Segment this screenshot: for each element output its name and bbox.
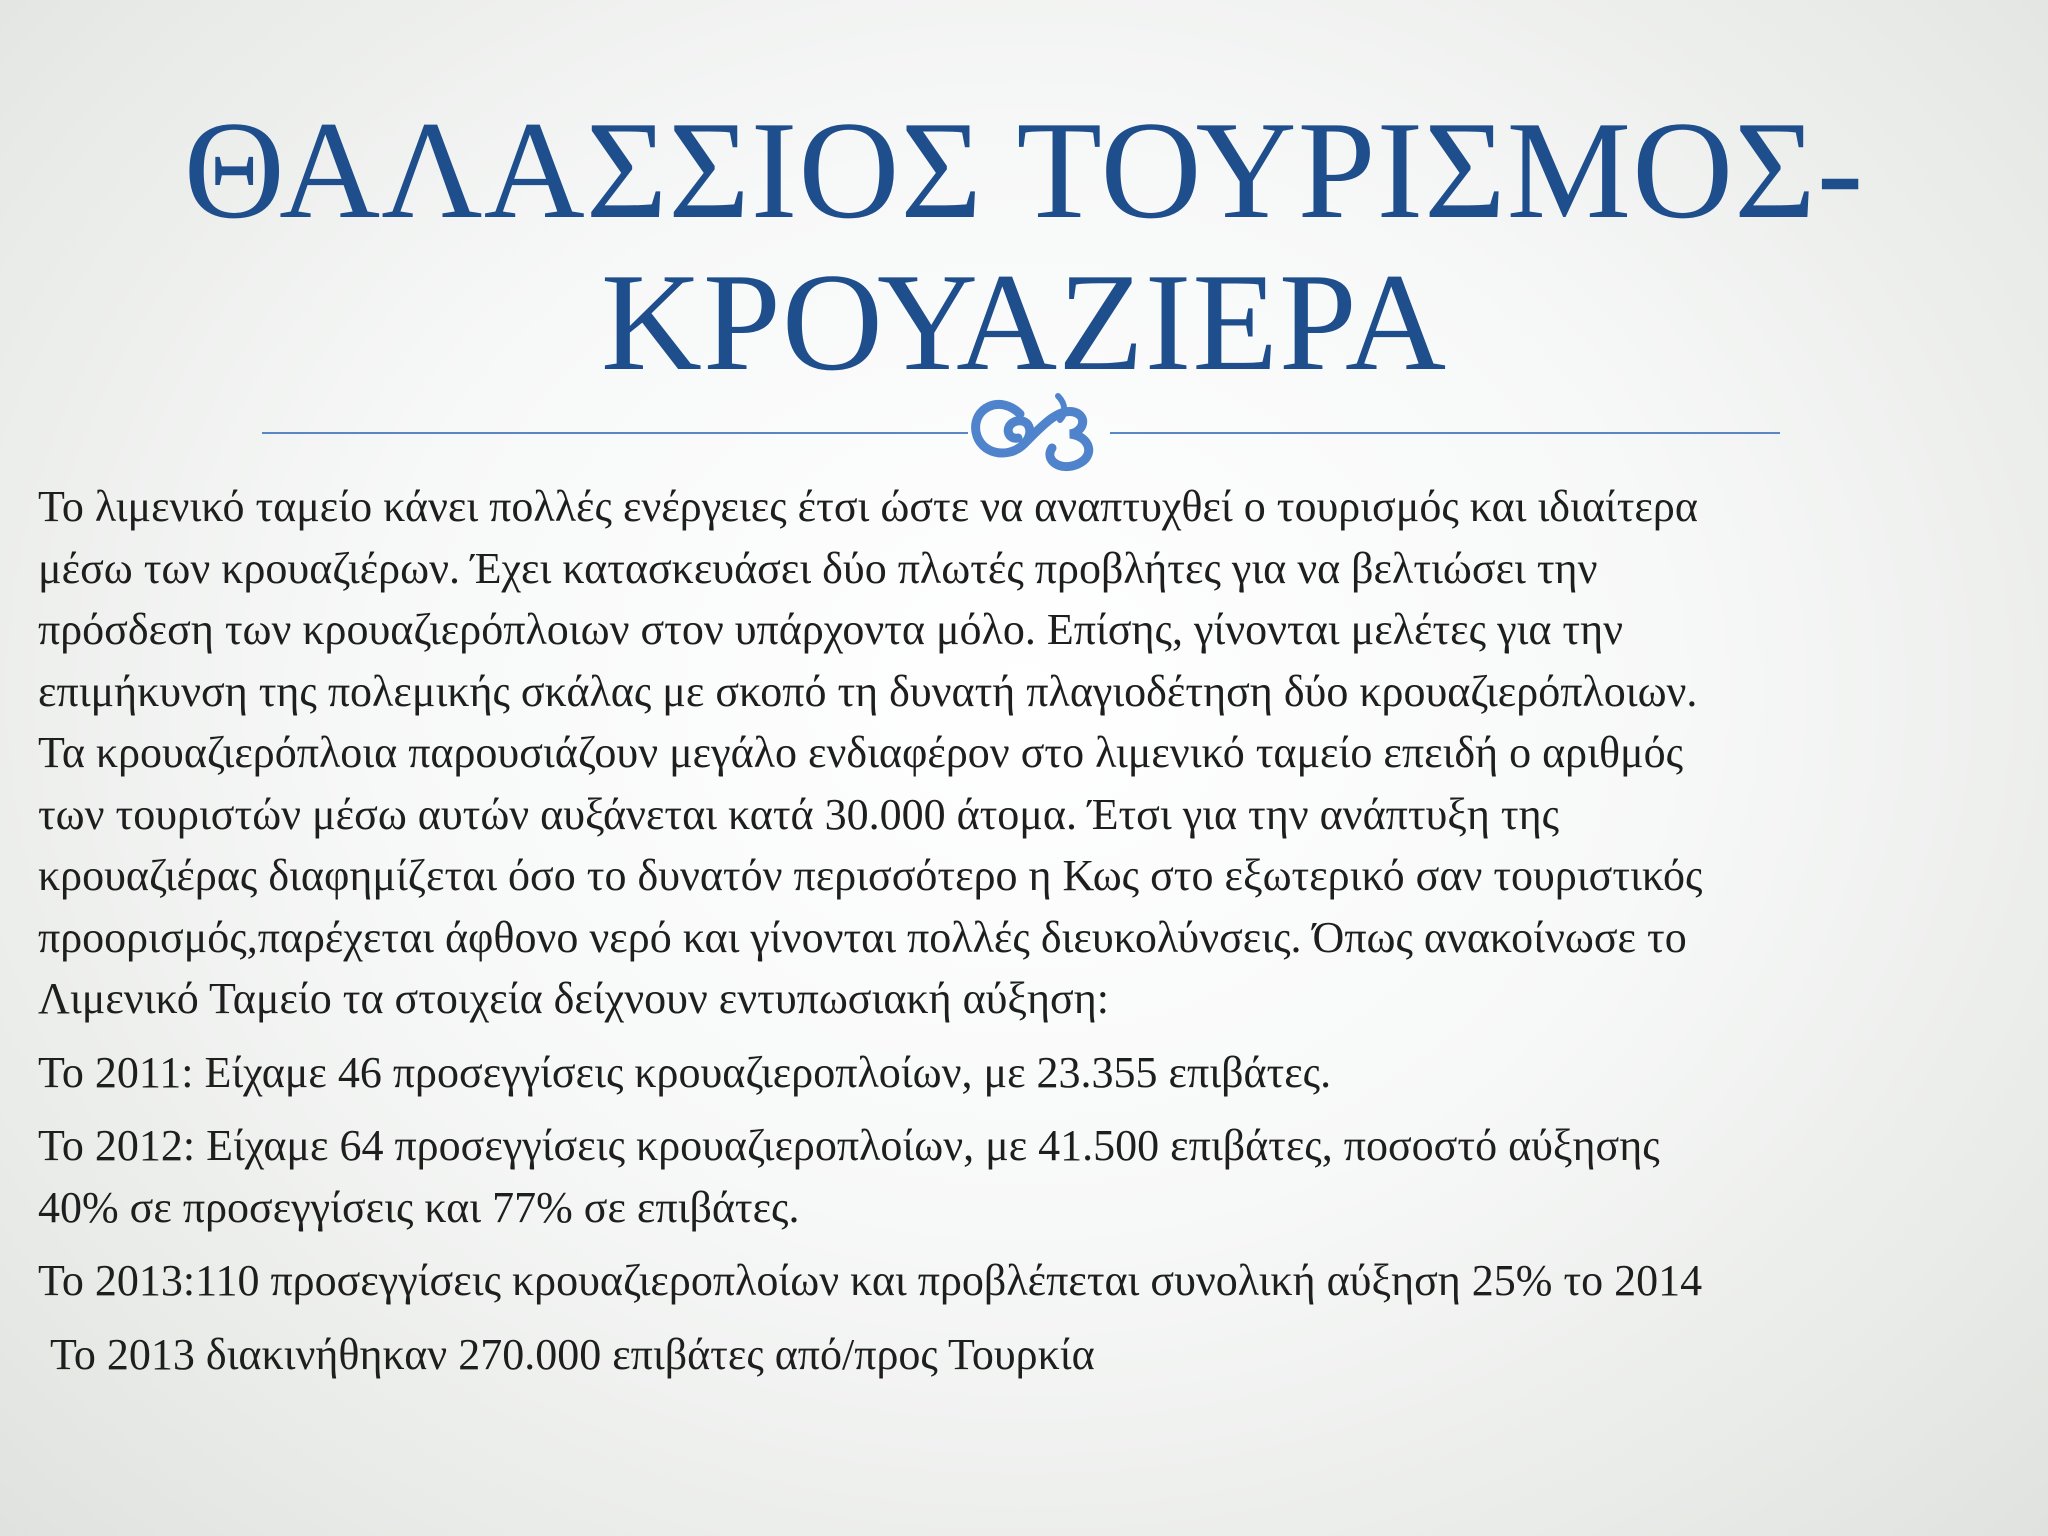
paragraph-line: Τα κρουαζιερόπλοια παρουσιάζουν μεγάλο ενδιαφέρον στο λιμενικό ταμείο επειδή ο αριθμός: [38, 728, 1684, 777]
stat-line: Το 2013 διακινήθηκαν 270.000 επιβάτες από/προς Τουρκία: [50, 1329, 1095, 1379]
stat-line: Το 2011: Είχαμε 46 προσεγγίσεις κρουαζιεροπλοίων, με 23.355 επιβάτες.: [38, 1047, 1332, 1097]
paragraph-line: μέσω των κρουαζιέρων. Έχει κατασκευάσει δύο πλωτές προβλήτες για να βελτιώσει την: [38, 543, 1598, 593]
stat-line: 40% σε προσεγγίσεις και 77% σε επιβάτες.: [38, 1182, 800, 1232]
paragraph-line: προορισμός,παρέχεται άφθονο νερό και γίνονται πολλές διευκολύνσεις. Όπως ανακοίνωσε το: [38, 912, 1687, 962]
paragraph-line: Λιμενικό Ταμείο τα στοιχεία δείχνουν εντυπωσιακή αύξηση:: [38, 974, 1109, 1023]
title-divider-left: [262, 432, 968, 434]
slide-title: [0, 95, 2048, 399]
stat-2012: [38, 1115, 2028, 1238]
paragraph-line: πρόσδεση των κρουαζιερόπλοιων στον υπάρχοντα μόλο. Επίσης, γίνονται μελέτες για την: [38, 605, 1623, 654]
stat-line: Το 2012: Είχαμε 64 προσεγγίσεις κρουαζιεροπλοίων, με 41.500 επιβάτες, ποσοστό αύξησης: [38, 1121, 1660, 1170]
stat-line: Το 2013:110 προσεγγίσεις κρουαζιεροπλοίων και προβλέπεται συνολική αύξηση 25% το 2014: [38, 1256, 1703, 1305]
slide-body: [38, 476, 2028, 1385]
title-divider-right: [1110, 432, 1780, 434]
paragraph-line: κρουαζιέρας διαφημίζεται όσο το δυνατόν περισσότερο η Κως στο εξωτερικό σαν τουριστικός: [38, 851, 1703, 900]
stat-2013-turkey: [38, 1324, 2028, 1386]
curly-flourish-icon: [962, 386, 1112, 476]
stat-2013-approaches: [38, 1250, 2028, 1312]
title-line-1: ΘΑΛΑΣΣΙΟΣ ΤΟΥΡΙΣΜΟΣ-: [183, 93, 1865, 248]
paragraph-line: επιμήκυνση της πολεμικής σκάλας με σκοπό τη δυνατή πλαγιοδέτηση δύο κρουαζιερόπλοιων.: [38, 666, 1698, 716]
paragraph-line: Το λιμενικό ταμείο κάνει πολλές ενέργειες έτσι ώστε να αναπτυχθεί ο τουρισμός και ιδιαίτερα: [38, 482, 1698, 531]
paragraph-line: των τουριστών μέσω αυτών αυξάνεται κατά 30.000 άτομα. Έτσι για την ανάπτυξη της: [38, 789, 1560, 839]
stat-2011: [38, 1042, 2028, 1104]
title-line-2: ΚΡΟΥΑΖΙΕΡΑ: [600, 245, 1448, 400]
intro-paragraph: [38, 476, 2028, 1030]
